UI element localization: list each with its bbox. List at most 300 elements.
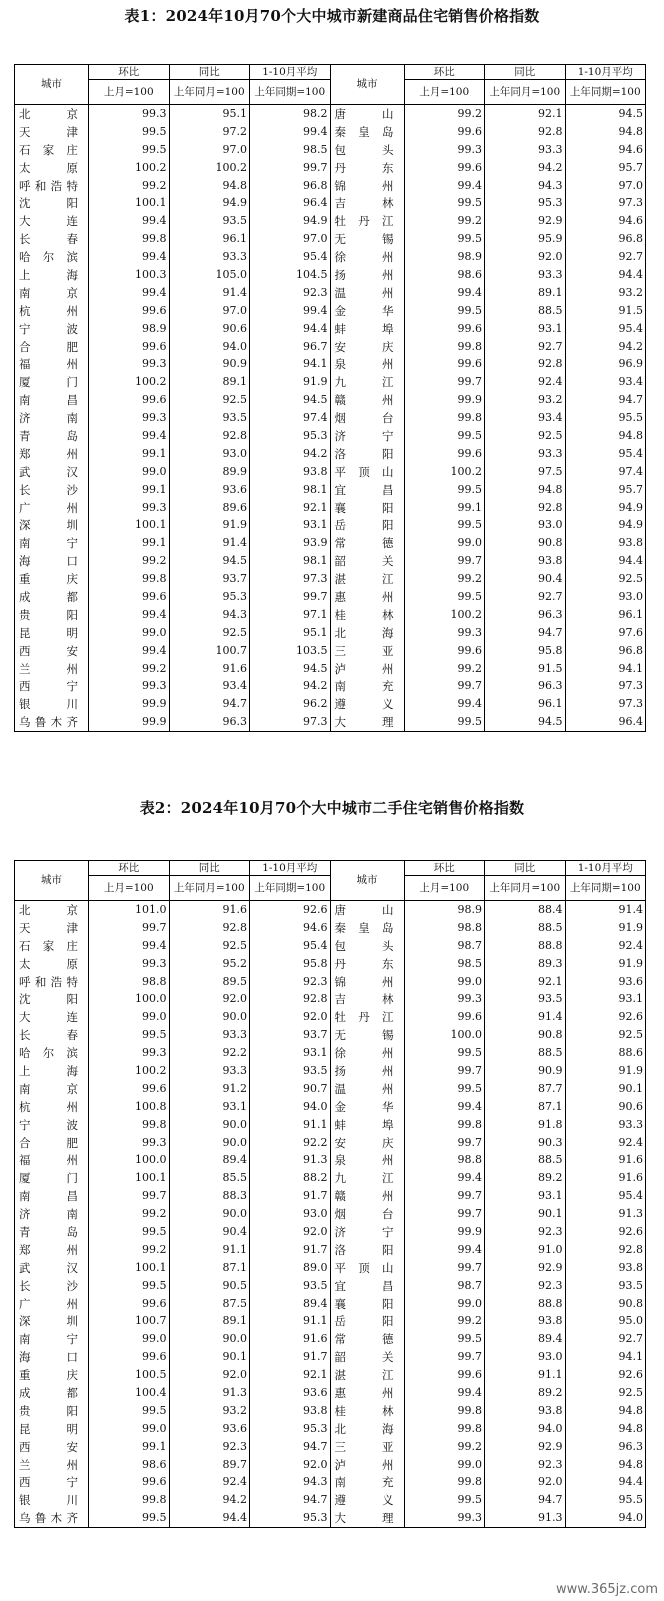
index-value-cell: 99.1 <box>89 445 170 463</box>
table2-title: 表2：2024年10月70个大中城市二手住宅销售价格指数 <box>139 799 525 817</box>
index-value-cell: 95.1 <box>250 624 331 642</box>
table-row <box>15 1026 646 1044</box>
city-name-cell: 湛江 <box>330 1366 404 1384</box>
city-name-cell: 北海 <box>330 624 404 642</box>
index-value-cell: 99.4 <box>250 123 331 141</box>
table-row <box>15 516 646 534</box>
city-name-cell: 合肥 <box>15 338 89 356</box>
city-name-cell: 三亚 <box>330 642 404 660</box>
table-row <box>15 1098 646 1116</box>
index-value-cell: 93.8 <box>485 1402 566 1420</box>
index-value-cell: 99.6 <box>404 1008 485 1026</box>
index-value-cell: 96.4 <box>250 194 331 212</box>
city-name-cell: 乌鲁木齐 <box>15 713 89 731</box>
index-value-cell: 99.5 <box>404 481 485 499</box>
index-value-cell: 95.4 <box>565 320 646 338</box>
index-value-cell: 91.5 <box>565 302 646 320</box>
table-row <box>15 1187 646 1205</box>
table-row <box>15 1295 646 1313</box>
index-value-cell: 93.5 <box>485 990 566 1008</box>
index-value-cell: 94.5 <box>485 713 566 731</box>
index-value-cell: 92.7 <box>565 1330 646 1348</box>
index-value-cell: 98.9 <box>404 901 485 919</box>
city-name-cell: 沈阳 <box>15 194 89 212</box>
index-value-cell: 94.3 <box>485 177 566 195</box>
city-name-cell: 赣州 <box>330 391 404 409</box>
index-value-cell: 94.3 <box>169 606 250 624</box>
index-value-cell: 94.9 <box>250 212 331 230</box>
city-name-cell: 青岛 <box>15 427 89 445</box>
index-value-cell: 100.1 <box>89 1169 170 1187</box>
city-name-cell: 襄阳 <box>330 499 404 517</box>
index-value-cell: 90.0 <box>169 1008 250 1026</box>
index-value-cell: 94.2 <box>169 1491 250 1509</box>
city-name-cell: 呼和浩特 <box>15 973 89 991</box>
index-value-cell: 92.5 <box>565 1384 646 1402</box>
index-value-cell: 93.6 <box>169 481 250 499</box>
table-row <box>15 194 646 212</box>
city-name-cell: 扬州 <box>330 1062 404 1080</box>
index-value-cell: 93.7 <box>250 1026 331 1044</box>
index-value-cell: 92.8 <box>485 355 566 373</box>
table-row <box>15 355 646 373</box>
index-value-cell: 91.8 <box>485 1116 566 1134</box>
index-value-cell: 99.7 <box>404 1259 485 1277</box>
table-row <box>15 1348 646 1366</box>
index-value-cell: 99.5 <box>404 1044 485 1062</box>
table-row <box>15 919 646 937</box>
index-value-cell: 92.0 <box>250 1223 331 1241</box>
index-value-cell: 99.6 <box>404 159 485 177</box>
table-row <box>15 427 646 445</box>
index-value-cell: 99.0 <box>89 463 170 481</box>
index-value-cell: 94.5 <box>250 391 331 409</box>
index-value-cell: 92.4 <box>565 1134 646 1152</box>
city-name-cell: 福州 <box>15 1151 89 1169</box>
table-row <box>15 973 646 991</box>
index-value-cell: 99.2 <box>89 1205 170 1223</box>
index-value-cell: 90.1 <box>565 1080 646 1098</box>
index-value-cell: 99.7 <box>404 1062 485 1080</box>
table-row <box>15 230 646 248</box>
index-value-cell: 90.9 <box>169 355 250 373</box>
index-value-cell: 100.2 <box>89 1062 170 1080</box>
index-value-cell: 95.7 <box>565 159 646 177</box>
index-value-cell: 99.4 <box>404 695 485 713</box>
table-row <box>15 606 646 624</box>
index-value-cell: 99.4 <box>404 1098 485 1116</box>
city-name-cell: 宜昌 <box>330 481 404 499</box>
table1-body <box>15 105 646 732</box>
city-name-cell: 成都 <box>15 588 89 606</box>
city-name-cell: 兰州 <box>15 660 89 678</box>
mom-header: 环比 <box>89 65 170 80</box>
index-value-cell: 91.6 <box>565 1169 646 1187</box>
index-value-cell: 97.3 <box>250 713 331 731</box>
index-value-cell: 99.6 <box>404 355 485 373</box>
index-value-cell: 89.5 <box>169 973 250 991</box>
city-name-cell: 昆明 <box>15 1420 89 1438</box>
index-value-cell: 100.0 <box>89 1151 170 1169</box>
city-name-cell: 南宁 <box>15 1330 89 1348</box>
index-value-cell: 99.3 <box>404 624 485 642</box>
city-name-cell: 秦皇岛 <box>330 919 404 937</box>
index-value-cell: 99.6 <box>404 123 485 141</box>
city-name-cell: 惠州 <box>330 1384 404 1402</box>
index-value-cell: 99.8 <box>404 1402 485 1420</box>
index-value-cell: 99.3 <box>89 678 170 696</box>
index-value-cell: 92.8 <box>169 427 250 445</box>
city-name-cell: 银川 <box>15 695 89 713</box>
index-value-cell: 99.0 <box>89 624 170 642</box>
avg-base-header: 上年同期=100 <box>250 80 331 105</box>
index-value-cell: 90.0 <box>169 1205 250 1223</box>
index-value-cell: 93.1 <box>250 1044 331 1062</box>
index-value-cell: 94.8 <box>565 1402 646 1420</box>
table-row <box>15 1169 646 1187</box>
index-value-cell: 89.2 <box>485 1384 566 1402</box>
table-row <box>15 320 646 338</box>
index-value-cell: 96.1 <box>485 695 566 713</box>
index-value-cell: 93.9 <box>250 534 331 552</box>
index-value-cell: 92.1 <box>250 499 331 517</box>
index-value-cell: 92.0 <box>169 1366 250 1384</box>
city-name-cell: 无锡 <box>330 230 404 248</box>
index-value-cell: 99.8 <box>404 409 485 427</box>
index-value-cell: 94.2 <box>250 678 331 696</box>
index-value-cell: 99.5 <box>89 123 170 141</box>
mom-base-header: 上月=100 <box>404 80 485 105</box>
index-value-cell: 97.6 <box>565 624 646 642</box>
index-value-cell: 94.1 <box>565 1348 646 1366</box>
table-row <box>15 141 646 159</box>
index-value-cell: 93.8 <box>485 1312 566 1330</box>
index-value-cell: 91.1 <box>250 1116 331 1134</box>
table-row <box>15 1491 646 1509</box>
index-value-cell: 99.8 <box>89 1116 170 1134</box>
table-row <box>15 1438 646 1456</box>
index-value-cell: 93.6 <box>169 1420 250 1438</box>
index-value-cell: 92.9 <box>485 212 566 230</box>
city-name-cell: 成都 <box>15 1384 89 1402</box>
index-value-cell: 93.2 <box>169 1402 250 1420</box>
city-name-cell: 杭州 <box>15 1098 89 1116</box>
city-name-cell: 烟台 <box>330 409 404 427</box>
city-name-cell: 温州 <box>330 1080 404 1098</box>
index-value-cell: 90.4 <box>485 570 566 588</box>
city-name-cell: 济宁 <box>330 1223 404 1241</box>
index-value-cell: 90.6 <box>169 320 250 338</box>
city-name-cell: 福州 <box>15 355 89 373</box>
index-value-cell: 88.3 <box>169 1187 250 1205</box>
table-row <box>15 1312 646 1330</box>
index-value-cell: 100.1 <box>89 194 170 212</box>
index-value-cell: 99.5 <box>89 1026 170 1044</box>
index-value-cell: 99.4 <box>89 937 170 955</box>
index-value-cell: 94.8 <box>565 1456 646 1474</box>
city-name-cell: 泉州 <box>330 355 404 373</box>
index-value-cell: 98.1 <box>250 552 331 570</box>
index-value-cell: 95.1 <box>169 105 250 123</box>
index-value-cell: 99.1 <box>404 499 485 517</box>
table-row <box>15 1420 646 1438</box>
index-value-cell: 94.2 <box>250 445 331 463</box>
index-value-cell: 93.3 <box>169 1026 250 1044</box>
city-name-cell: 重庆 <box>15 570 89 588</box>
index-value-cell: 89.4 <box>250 1295 331 1313</box>
index-value-cell: 91.4 <box>169 284 250 302</box>
index-value-cell: 96.1 <box>565 606 646 624</box>
index-value-cell: 93.2 <box>485 391 566 409</box>
index-value-cell: 99.4 <box>89 212 170 230</box>
table-row <box>15 123 646 141</box>
index-value-cell: 89.6 <box>169 499 250 517</box>
index-value-cell: 91.9 <box>169 516 250 534</box>
table-row <box>15 1223 646 1241</box>
index-value-cell: 97.0 <box>169 141 250 159</box>
table-row <box>15 105 646 123</box>
index-value-cell: 94.8 <box>565 1420 646 1438</box>
index-value-cell: 97.3 <box>565 695 646 713</box>
index-value-cell: 91.9 <box>565 919 646 937</box>
index-value-cell: 93.3 <box>485 266 566 284</box>
index-value-cell: 92.8 <box>565 1241 646 1259</box>
index-value-cell: 95.0 <box>565 1312 646 1330</box>
index-value-cell: 92.5 <box>169 624 250 642</box>
city-name-cell: 呼和浩特 <box>15 177 89 195</box>
index-value-cell: 96.3 <box>565 1438 646 1456</box>
index-value-cell: 94.7 <box>565 391 646 409</box>
index-value-cell: 88.5 <box>485 919 566 937</box>
index-value-cell: 99.6 <box>89 338 170 356</box>
index-value-cell: 92.5 <box>169 391 250 409</box>
table2-second-hand-price-index <box>14 860 646 1528</box>
index-value-cell: 94.0 <box>169 338 250 356</box>
index-value-cell: 99.3 <box>89 409 170 427</box>
index-value-cell: 92.0 <box>485 248 566 266</box>
index-value-cell: 99.3 <box>404 990 485 1008</box>
index-value-cell: 100.2 <box>89 373 170 391</box>
table-row <box>15 1330 646 1348</box>
index-value-cell: 93.4 <box>169 678 250 696</box>
index-value-cell: 94.4 <box>565 266 646 284</box>
city-name-cell: 蚌埠 <box>330 320 404 338</box>
city-name-cell: 泸州 <box>330 1456 404 1474</box>
index-value-cell: 94.6 <box>565 141 646 159</box>
index-value-cell: 96.3 <box>485 606 566 624</box>
index-value-cell: 92.3 <box>485 1277 566 1295</box>
index-value-cell: 97.5 <box>485 463 566 481</box>
city-name-cell: 南京 <box>15 284 89 302</box>
index-value-cell: 94.2 <box>485 159 566 177</box>
city-name-cell: 九江 <box>330 1169 404 1187</box>
index-value-cell: 97.0 <box>565 177 646 195</box>
table-row <box>15 1509 646 1527</box>
table-row <box>15 284 646 302</box>
index-value-cell: 97.3 <box>565 678 646 696</box>
mom-header: 环比 <box>404 65 485 80</box>
table-row <box>15 1241 646 1259</box>
city-name-cell: 哈尔滨 <box>15 248 89 266</box>
index-value-cell: 105.0 <box>169 266 250 284</box>
index-value-cell: 99.3 <box>89 1134 170 1152</box>
index-value-cell: 99.6 <box>404 445 485 463</box>
city-name-cell: 南京 <box>15 1080 89 1098</box>
index-value-cell: 95.5 <box>565 1491 646 1509</box>
index-value-cell: 93.6 <box>250 1384 331 1402</box>
index-value-cell: 91.1 <box>250 1312 331 1330</box>
index-value-cell: 91.6 <box>250 1330 331 1348</box>
index-value-cell: 98.8 <box>404 919 485 937</box>
city-name-cell: 宁波 <box>15 1116 89 1134</box>
index-value-cell: 97.4 <box>250 409 331 427</box>
city-name-cell: 济南 <box>15 1205 89 1223</box>
index-value-cell: 93.8 <box>565 1259 646 1277</box>
avg-header: 1-10月平均 <box>250 861 331 876</box>
index-value-cell: 99.2 <box>89 660 170 678</box>
index-value-cell: 99.7 <box>404 678 485 696</box>
index-value-cell: 99.6 <box>404 1366 485 1384</box>
index-value-cell: 99.4 <box>404 1384 485 1402</box>
index-value-cell: 98.2 <box>250 105 331 123</box>
index-value-cell: 91.3 <box>565 1205 646 1223</box>
index-value-cell: 94.7 <box>485 1491 566 1509</box>
index-value-cell: 92.0 <box>485 1474 566 1492</box>
yoy-base-header: 上年同月=100 <box>485 876 566 901</box>
city-name-cell: 郑州 <box>15 445 89 463</box>
table-row <box>15 248 646 266</box>
index-value-cell: 87.1 <box>169 1259 250 1277</box>
city-name-cell: 兰州 <box>15 1456 89 1474</box>
index-value-cell: 96.3 <box>485 678 566 696</box>
city-name-cell: 武汉 <box>15 1259 89 1277</box>
city-name-cell: 厦门 <box>15 1169 89 1187</box>
index-value-cell: 93.0 <box>250 1205 331 1223</box>
city-name-cell: 三亚 <box>330 1438 404 1456</box>
index-value-cell: 99.7 <box>250 159 331 177</box>
index-value-cell: 95.3 <box>250 427 331 445</box>
index-value-cell: 99.5 <box>404 1330 485 1348</box>
index-value-cell: 94.5 <box>565 105 646 123</box>
index-value-cell: 93.6 <box>565 973 646 991</box>
city-name-cell: 青岛 <box>15 1223 89 1241</box>
index-value-cell: 98.5 <box>250 141 331 159</box>
index-value-cell: 93.5 <box>250 1277 331 1295</box>
index-value-cell: 98.6 <box>404 266 485 284</box>
city-name-cell: 无锡 <box>330 1026 404 1044</box>
index-value-cell: 94.9 <box>565 516 646 534</box>
index-value-cell: 93.1 <box>250 516 331 534</box>
index-value-cell: 89.4 <box>485 1330 566 1348</box>
city-name-cell: 大连 <box>15 1008 89 1026</box>
table-row <box>15 1277 646 1295</box>
index-value-cell: 99.3 <box>89 1044 170 1062</box>
index-value-cell: 93.4 <box>485 409 566 427</box>
city-name-cell: 深圳 <box>15 516 89 534</box>
index-value-cell: 100.2 <box>169 159 250 177</box>
city-name-cell: 西宁 <box>15 1474 89 1492</box>
index-value-cell: 99.9 <box>404 1223 485 1241</box>
index-value-cell: 99.2 <box>404 570 485 588</box>
table-row <box>15 713 646 731</box>
index-value-cell: 93.0 <box>169 445 250 463</box>
index-value-cell: 99.8 <box>89 1491 170 1509</box>
index-value-cell: 90.1 <box>485 1205 566 1223</box>
city-name-cell: 长春 <box>15 230 89 248</box>
table-row <box>15 499 646 517</box>
index-value-cell: 95.8 <box>485 642 566 660</box>
index-value-cell: 90.4 <box>169 1223 250 1241</box>
table1-title: 表1：2024年10月70个大中城市新建商品住宅销售价格指数 <box>124 7 540 25</box>
city-name-cell: 宜昌 <box>330 1277 404 1295</box>
index-value-cell: 99.5 <box>404 230 485 248</box>
index-value-cell: 97.0 <box>250 230 331 248</box>
index-value-cell: 92.5 <box>565 570 646 588</box>
index-value-cell: 95.4 <box>565 1187 646 1205</box>
index-value-cell: 99.4 <box>89 284 170 302</box>
index-value-cell: 100.0 <box>404 1026 485 1044</box>
index-value-cell: 92.0 <box>169 990 250 1008</box>
index-value-cell: 94.8 <box>565 427 646 445</box>
city-name-cell: 安庆 <box>330 1134 404 1152</box>
index-value-cell: 100.2 <box>89 159 170 177</box>
index-value-cell: 89.1 <box>169 1312 250 1330</box>
index-value-cell: 97.3 <box>250 570 331 588</box>
index-value-cell: 94.2 <box>565 338 646 356</box>
index-value-cell: 97.3 <box>565 194 646 212</box>
city-name-cell: 上海 <box>15 1062 89 1080</box>
city-name-cell: 徐州 <box>330 1044 404 1062</box>
index-value-cell: 100.7 <box>89 1312 170 1330</box>
index-value-cell: 99.9 <box>89 713 170 731</box>
index-value-cell: 99.3 <box>89 499 170 517</box>
city-name-cell: 赣州 <box>330 1187 404 1205</box>
table-row <box>15 159 646 177</box>
city-name-cell: 南昌 <box>15 391 89 409</box>
index-value-cell: 98.6 <box>89 1456 170 1474</box>
index-value-cell: 99.5 <box>89 1509 170 1527</box>
city-name-cell: 韶关 <box>330 1348 404 1366</box>
index-value-cell: 99.2 <box>404 212 485 230</box>
city-name-cell: 南宁 <box>15 534 89 552</box>
index-value-cell: 99.4 <box>89 606 170 624</box>
city-name-cell: 杭州 <box>15 302 89 320</box>
index-value-cell: 99.3 <box>404 141 485 159</box>
index-value-cell: 95.7 <box>565 481 646 499</box>
table-row <box>15 1151 646 1169</box>
index-value-cell: 92.3 <box>169 1438 250 1456</box>
city-name-cell: 武汉 <box>15 463 89 481</box>
table-row <box>15 1384 646 1402</box>
table-row <box>15 212 646 230</box>
index-value-cell: 96.8 <box>250 177 331 195</box>
index-value-cell: 99.9 <box>404 391 485 409</box>
index-value-cell: 92.6 <box>250 901 331 919</box>
index-value-cell: 99.6 <box>404 642 485 660</box>
table2-body <box>15 901 646 1528</box>
index-value-cell: 90.0 <box>169 1330 250 1348</box>
city-name-cell: 岳阳 <box>330 1312 404 1330</box>
index-value-cell: 93.1 <box>485 320 566 338</box>
table-row <box>15 1402 646 1420</box>
index-value-cell: 99.5 <box>404 516 485 534</box>
index-value-cell: 92.3 <box>485 1223 566 1241</box>
index-value-cell: 90.3 <box>485 1134 566 1152</box>
index-value-cell: 93.7 <box>169 570 250 588</box>
index-value-cell: 98.7 <box>404 1277 485 1295</box>
index-value-cell: 93.8 <box>250 1402 331 1420</box>
yoy-header: 同比 <box>485 65 566 80</box>
